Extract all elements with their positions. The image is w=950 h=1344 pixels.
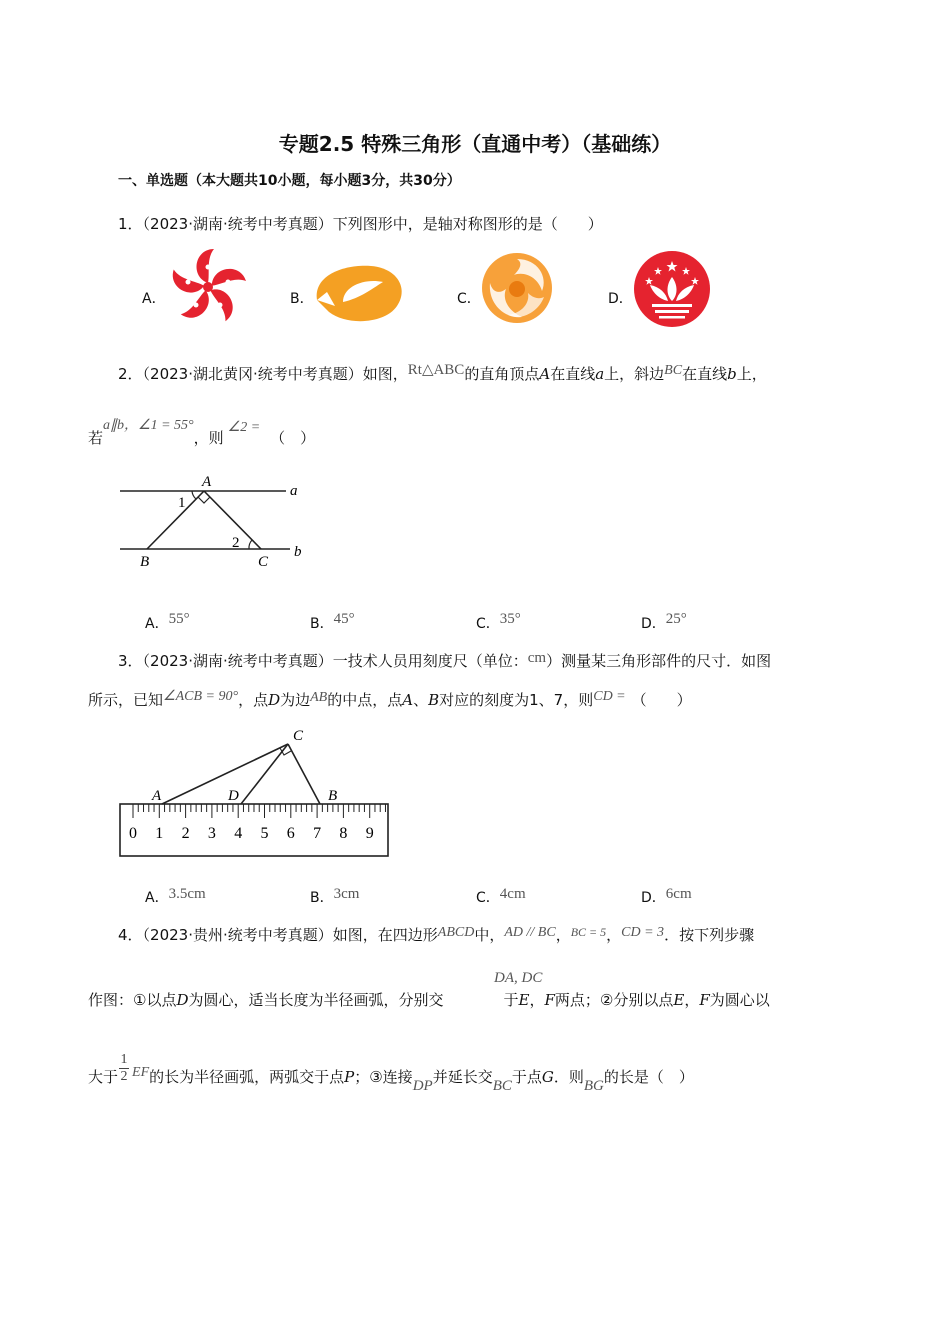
q3-option-b[interactable]	[310, 887, 359, 907]
q2-angle-2: ∠2 =	[227, 420, 261, 435]
ruler-number: 0	[129, 825, 137, 842]
q3-text: 对应的刻度为1、7，则	[439, 691, 594, 709]
question-2-line-1	[118, 361, 767, 389]
option-value: 25°	[665, 611, 687, 627]
q4-text: ，	[555, 926, 571, 944]
option-value: 55°	[168, 611, 190, 627]
q2-figure	[110, 470, 320, 579]
page-title: 专题2.5 特殊三角形（直通中考）（基础练）	[278, 132, 672, 156]
q4-text: 的长为半径画弧，两弧交于点	[149, 1068, 345, 1086]
label-angle-2: 2	[232, 535, 240, 551]
q3-text: ，点	[238, 691, 269, 709]
fraction-denominator: 2	[120, 1069, 128, 1084]
q1-option-c-label: C．	[457, 291, 481, 307]
q4-bc-5: BC = 5	[570, 925, 607, 939]
q4-text: 作图：①以点	[88, 991, 177, 1009]
option-value: 3.5cm	[168, 886, 206, 902]
angle-2-arc	[249, 540, 252, 549]
q4-text: 两点；②分别以点	[554, 991, 674, 1009]
median-cd	[241, 744, 288, 804]
side-cb	[288, 744, 320, 804]
q3-point-b: B	[428, 691, 440, 709]
q4-text: ．则	[553, 1068, 584, 1086]
label-a-point: A	[202, 474, 212, 490]
q4-ef: EF	[132, 1065, 150, 1080]
label-c-point: C	[258, 554, 269, 570]
q3-side-ab: AB	[310, 690, 328, 705]
q4-text: 为圆心，适当长度为半径画弧，分别交	[188, 991, 444, 1009]
q4-cd-3: CD = 3	[621, 925, 665, 940]
q2-option-b[interactable]	[310, 613, 355, 633]
q2-text: 上，斜边	[604, 365, 665, 383]
q3-text: 为边	[280, 691, 311, 709]
q4-point-d: D	[176, 991, 189, 1009]
option-label: C．	[476, 890, 500, 906]
q2-condition: a∥b，∠1 = 55°	[103, 418, 194, 433]
ruler-number: 7	[313, 825, 322, 842]
ruler-number: 6	[286, 825, 295, 842]
label-b: B	[328, 788, 338, 804]
option-value: 3cm	[333, 886, 360, 902]
ruler-number: 4	[234, 825, 243, 842]
q4-point-f: F	[544, 991, 555, 1009]
q1-option-b-label: B．	[290, 291, 314, 307]
q3-text: 、	[413, 691, 429, 709]
q3-point-a: A	[402, 691, 414, 709]
q2-option-c[interactable]	[476, 613, 521, 633]
q4-text: ，	[606, 926, 622, 944]
q4-text: ，	[529, 991, 545, 1009]
q3-cd: CD =	[593, 689, 626, 704]
q3-option-d[interactable]	[641, 887, 692, 907]
q2-text: 2．（2023·湖北黄冈·统考中考真题）如图，	[118, 365, 408, 383]
ruler-number: 3	[207, 825, 216, 842]
q4-bc: BC	[492, 1078, 512, 1094]
label-b-point: B	[140, 554, 150, 570]
q2-option-d[interactable]	[641, 613, 687, 633]
q3-point-d: D	[268, 691, 281, 709]
q2-option-a[interactable]	[145, 613, 190, 633]
question-3-line-1	[118, 648, 771, 675]
side-ab	[147, 491, 204, 549]
q4-point-f: F	[699, 991, 710, 1009]
q2-text: 的直角顶点	[464, 365, 540, 383]
option-label: A．	[145, 890, 169, 906]
q4-text: 为圆心以	[709, 991, 770, 1009]
q2-text: 在直线	[550, 365, 596, 383]
question-4-line-1	[118, 922, 754, 950]
q4-bg: BG	[583, 1078, 604, 1094]
label-angle-1: 1	[178, 495, 186, 511]
q3-angle-acb: ∠ACB = 90°	[163, 689, 239, 704]
fraction-numerator: 1	[120, 1052, 128, 1067]
right-angle-mark	[280, 748, 291, 755]
q2-text: 上，	[736, 365, 767, 383]
q2-line-a: a	[595, 365, 605, 383]
option-value: 35°	[499, 611, 521, 627]
bauhinia-flag-icon	[166, 245, 250, 333]
q4-text: 大于	[88, 1068, 119, 1086]
label-line-a: a	[290, 483, 298, 499]
q4-text: 并延长交	[432, 1068, 493, 1086]
option-label: A．	[145, 616, 169, 632]
q4-da-dc: DA, DC	[494, 970, 543, 986]
angle-1-arc	[192, 491, 196, 499]
question-4-line-3	[88, 1064, 694, 1092]
q3-answer-paren: （ ）	[631, 691, 692, 709]
q3-text: 3．（2023·湖南·统考中考真题）一技术人员用刻度尺（单位：	[118, 652, 528, 670]
q4-text: ；③连接	[354, 1068, 413, 1086]
q3-text: 的中点，点	[327, 691, 403, 709]
label-d: D	[228, 788, 239, 804]
orange-blob-icon	[313, 262, 405, 328]
option-label: D．	[641, 616, 666, 632]
option-value: 4cm	[499, 886, 526, 902]
label-line-b: b	[294, 544, 302, 560]
question-2-line-2	[88, 418, 316, 453]
label-c: C	[293, 728, 304, 744]
q4-text: ．按下列步骤	[664, 926, 755, 944]
section-heading: 一、单选题（本大题共10小题，每小题3分，共30分）	[118, 173, 461, 189]
question-3-line-2	[88, 687, 692, 715]
side-ac	[162, 744, 288, 804]
q2-point-a: A	[539, 365, 551, 383]
q4-point-e: E	[673, 991, 685, 1009]
q3-text: ）测量某三角形部件的尺寸．如图	[546, 652, 772, 670]
q4-ad-parallel-bc: AD // BC	[504, 925, 556, 940]
option-label: B．	[310, 616, 334, 632]
q3-text: 所示，已知	[88, 691, 164, 709]
ruler-number: 1	[155, 825, 164, 842]
q2-text: ，则	[193, 429, 224, 447]
ruler-number: 8	[339, 825, 348, 842]
q2-rt-triangle: Rt△ABC	[407, 362, 465, 378]
macau-lotus-emblem-icon	[632, 249, 712, 333]
q4-abcd: ABCD	[437, 925, 475, 940]
q4-text: 的长是（ ）	[603, 1068, 694, 1086]
q4-point-e: E	[518, 991, 530, 1009]
question-1-text: 1．（2023·湖南·统考中考真题）下列图形中，是轴对称图形的是（ ）	[118, 215, 603, 233]
q2-line-b: b	[727, 365, 737, 383]
q3-option-c[interactable]	[476, 887, 526, 907]
q3-option-a[interactable]	[145, 887, 206, 907]
q2-answer-paren: （ ）	[270, 429, 316, 447]
ruler-number: 9	[365, 825, 374, 842]
q3-ruler-figure	[110, 722, 400, 866]
question-4-line-2	[88, 987, 770, 1013]
q2-text: 若	[88, 429, 104, 447]
q2-hypotenuse: BC	[664, 363, 683, 378]
q2-text: 在直线	[682, 365, 728, 383]
q4-text: ，	[684, 991, 700, 1009]
ruler-number: 2	[181, 825, 190, 842]
q1-option-d-label: D．	[608, 291, 633, 307]
option-value: 45°	[333, 611, 355, 627]
q3-unit: cm	[527, 650, 547, 666]
q4-text: 于点	[511, 1068, 542, 1086]
right-angle-mark	[198, 497, 210, 503]
option-label: B．	[310, 890, 334, 906]
option-label: C．	[476, 616, 500, 632]
phoenix-logo-icon	[480, 251, 554, 329]
ruler-number: 5	[260, 825, 269, 842]
q4-text: 4．（2023·贵州·统考中考真题）如图，在四边形	[118, 926, 438, 944]
q4-point-p: P	[344, 1068, 355, 1086]
q1-option-a-label: A．	[142, 291, 166, 307]
option-value: 6cm	[665, 886, 692, 902]
q4-point-g: G	[541, 1068, 554, 1086]
option-label: D．	[641, 890, 666, 906]
label-a: A	[152, 788, 162, 804]
q4-text: 中，	[474, 926, 505, 944]
q4-text: 于	[503, 991, 519, 1009]
q4-dp: DP	[412, 1078, 433, 1094]
